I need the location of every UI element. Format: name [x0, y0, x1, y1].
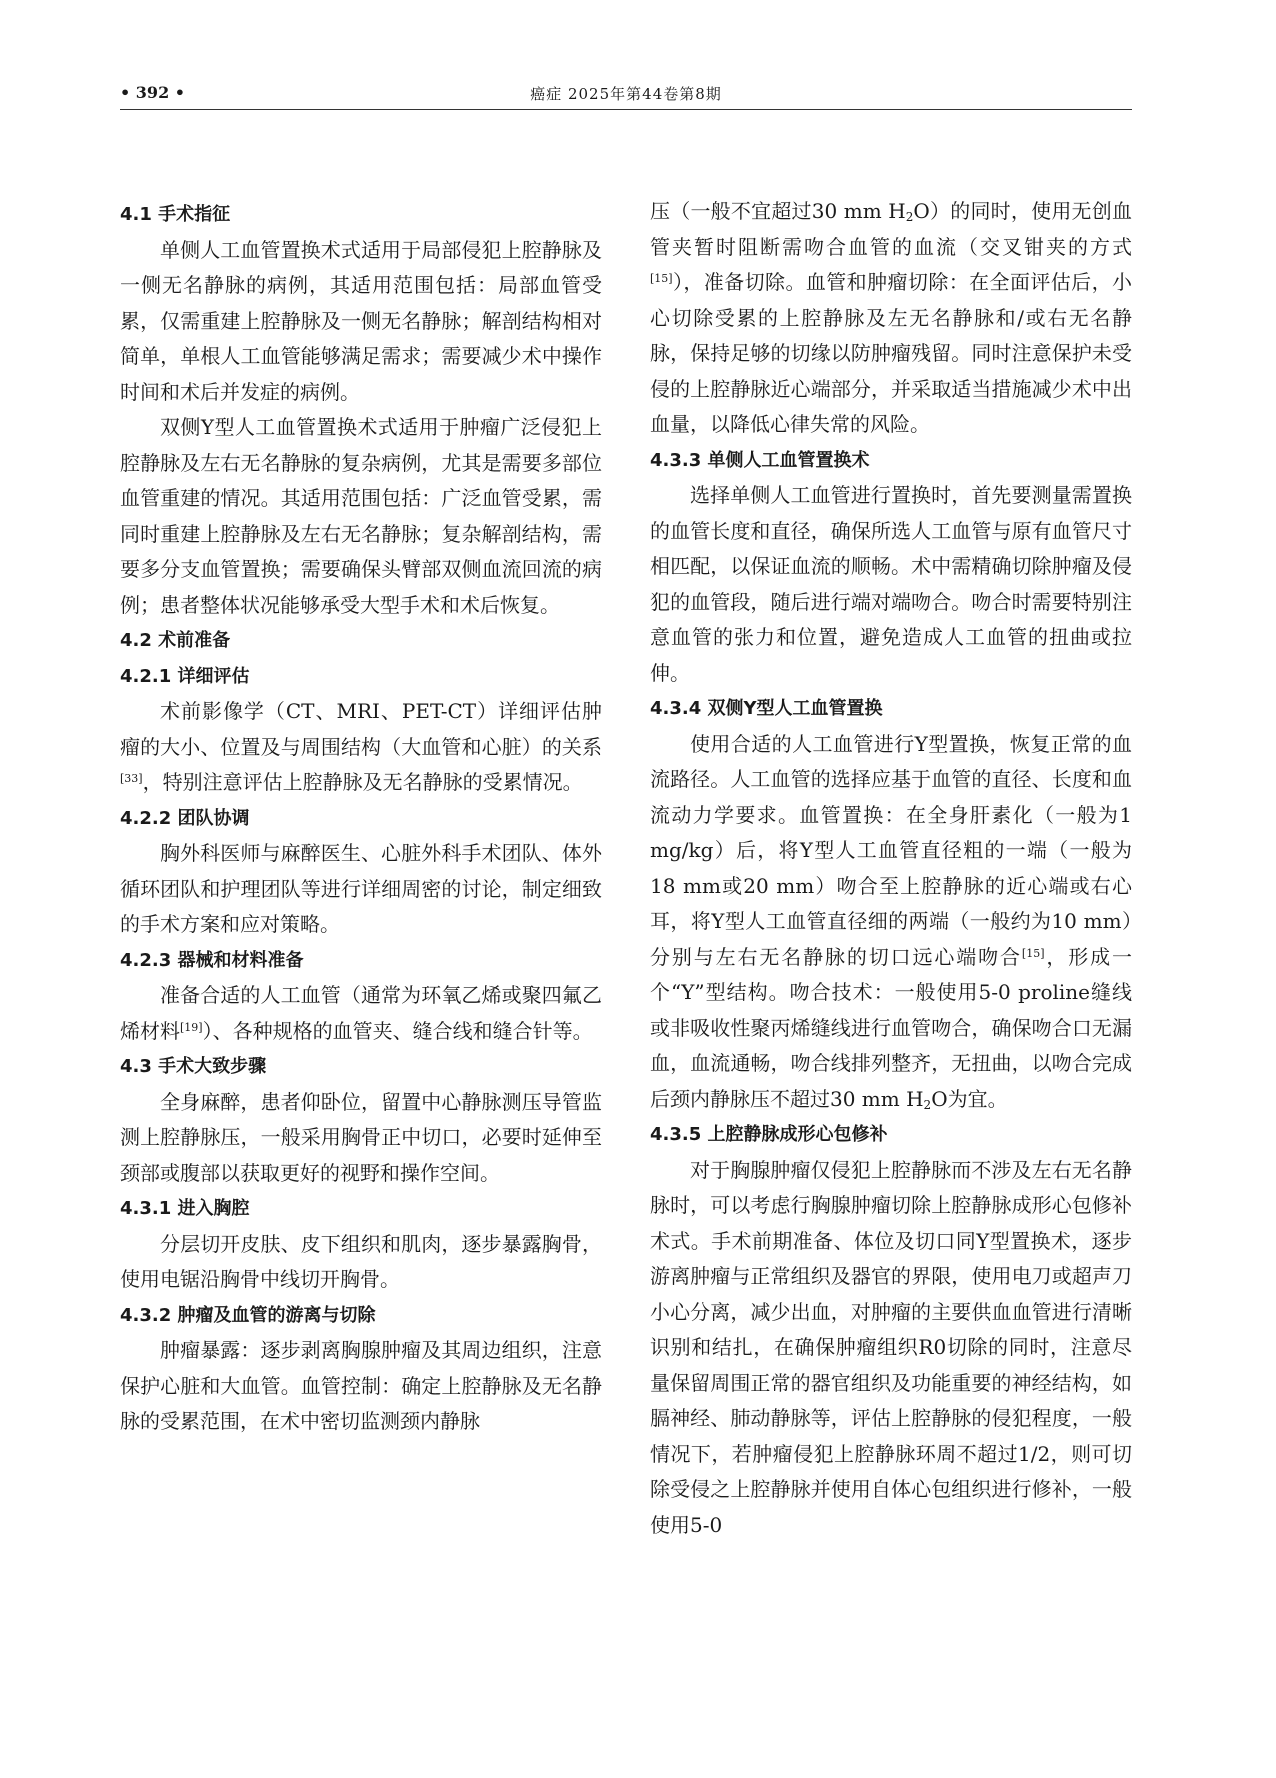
left-column — [120, 197, 602, 1440]
paragraph: 胸外科医师与麻醉医生、心脏外科手术团队、体外循环团队和护理团队等进行详细周密的讨论，制定细致的手术方案和应对策略。 — [120, 841, 602, 936]
subscript: 2 — [923, 1097, 932, 1112]
text-run: ），准备切除。血管和肿瘤切除：在全面评估后，小心切除受累的上腔静脉及左无名静脉和/或右无名静脉，保持足够的切缘以防肿瘤残留。同时注意保护未受侵的上腔静脉近心端部分，并采取适当措施减少术中出血量，以降低心律失常的风险。 — [650, 270, 1132, 436]
text-run: 术前影像学（CT、MRI、PET-CT）详细评估肿瘤的大小、位置及与周围结构（大血管和心脏）的关系 — [120, 699, 602, 759]
subsection-heading: 4.2.3 器械和材料准备 — [120, 949, 304, 971]
paragraph — [120, 694, 602, 801]
citation: [15] — [1021, 946, 1045, 960]
citation: [15] — [650, 272, 673, 285]
text-run: O）的同时，使用无创血管夹暂时阻断需吻合血管的血流（交叉钳夹的方式 — [650, 199, 1132, 259]
text-run: 准备合适的人工血管（通常为环氧乙烯或聚四氟乙烯材料 — [120, 983, 602, 1043]
paragraph: 双侧Y型人工血管置换术式适用于肿瘤广泛侵犯上腔静脉及左右无名静脉的复杂病例，尤其是需要多部位血管重建的情况。其适用范围包括：广泛血管受累，需同时重建上腔静脉及左右无名静脉；复杂解剖结构，需要多分支血管置换；需要确保头臂部双侧血流回流的病例；患者整体状况能够承受大型手术和术后恢复。 — [120, 415, 602, 617]
citation: [19] — [180, 1020, 203, 1034]
subsection-heading: 4.3.1 进入胸腔 — [120, 1198, 250, 1219]
subsection-heading: 4.2.2 团队协调 — [120, 807, 250, 829]
right-column — [650, 194, 1132, 1543]
paragraph — [650, 194, 1132, 443]
paragraph: 单侧人工血管置换术式适用于局部侵犯上腔静脉及一侧无名静脉的病例，其适用范围包括：局部血管受累，仅需重建上腔静脉及一侧无名静脉；解剖结构相对简单，单根人工血管能够满足需求；需要减少术中操作时间和术后并发症的病例。 — [120, 237, 602, 404]
text-run: O为宜。 — [931, 1086, 1008, 1111]
section-heading: 4.2 术前准备 — [120, 630, 231, 651]
paragraph: 肿瘤暴露：逐步剥离胸腺肿瘤及其周边组织，注意保护心脏和大血管。血管控制：确定上腔静脉及无名静脉的受累范围，在术中密切监测颈内静脉 — [120, 1338, 602, 1433]
subsection-heading: 4.3.5 上腔静脉成形心包修补 — [650, 1124, 888, 1145]
paragraph — [650, 727, 1132, 1118]
section-heading: 4.1 手术指征 — [120, 204, 231, 225]
running-header — [120, 83, 1132, 110]
page-number: • 392 • — [120, 83, 185, 102]
subsection-heading: 4.3.4 双侧Y型人工血管置换 — [650, 698, 883, 719]
text-run: 使用合适的人工血管进行Y型置换，恢复正常的血流路径。人工血管的选择应基于血管的直径、长度和血流动力学要求。血管置换：在全身肝素化（一般为1 mg/kg）后，将Y型人工血管直径粗的一端（一般为18 mm或20 mm）吻合至上腔静脉的近心端或右心耳，将Y型人工血管直径细的两端（一般约为10 mm）分别与左右无名静脉的切口远心端吻合 — [650, 731, 1132, 969]
subsection-heading: 4.3.3 单侧人工血管置换术 — [650, 449, 870, 471]
subscript: 2 — [905, 210, 914, 224]
subsection-heading: 4.2.1 详细评估 — [120, 665, 250, 687]
subsection-heading: 4.3.2 肿瘤及血管的游离与切除 — [120, 1304, 376, 1326]
text-run: ，形成一个“Y”型结构。吻合技术：一般使用5-0 proline缝线或非吸收性聚丙烯缝线进行血管吻合，确保吻合口无漏血，血流通畅，吻合线排列整齐，无扭曲，以吻合完成后颈内静脉压不超过30 mm H — [650, 944, 1133, 1111]
paragraph: 分层切开皮肤、皮下组织和肌肉，逐步暴露胸骨，使用电锯沿胸骨中线切开胸骨。 — [120, 1231, 602, 1291]
paragraph: 对于胸腺肿瘤仅侵犯上腔静脉而不涉及左右无名静脉时，可以考虑行胸腺肿瘤切除上腔静脉成形心包修补术式。手术前期准备、体位及切口同Y型置换术，逐步游离肿瘤与正常组织及器官的界限，使用电刀或超声刀小心分离，减少出血，对肿瘤的主要供血血管进行清晰识别和结扎，在确保肿瘤组织R0切除的同时，注意尽量保留周围正常的器官组织及功能重要的神经结构，如膈神经、肺动静脉等，评估上腔静脉的侵犯程度，一般情况下，若肿瘤侵犯上腔静脉环周不超过1/2，则可切除受侵之上腔静脉并使用自体心包组织进行修补，一般使用5-0 — [650, 1157, 1132, 1537]
section-heading: 4.3 手术大致步骤 — [120, 1056, 267, 1077]
text-run: ，特别注意评估上腔静脉及无名静脉的受累情况。 — [142, 770, 583, 794]
paragraph — [120, 978, 602, 1049]
journal-title: 癌症 2025年第44卷第8期 — [530, 85, 722, 103]
text-run: 压（一般不宜超过30 mm H — [650, 199, 906, 223]
citation: [33] — [120, 772, 143, 785]
paragraph: 全身麻醉，患者仰卧位，留置中心静脉测压导管监测上腔静脉压，一般采用胸骨正中切口，必要时延伸至颈部或腹部以获取更好的视野和操作空间。 — [120, 1089, 602, 1185]
paragraph: 选择单侧人工血管进行置换时，首先要测量需置换的血管长度和直径，确保所选人工血管与原有血管尺寸相匹配，以保证血流的顺畅。术中需精确切除肿瘤及侵犯的血管段，随后进行端对端吻合。吻合时需要特别注意血管的张力和位置，避免造成人工血管的扭曲或拉伸。 — [650, 483, 1132, 685]
text-run: ）、各种规格的血管夹、缝合线和缝合针等。 — [202, 1018, 593, 1043]
